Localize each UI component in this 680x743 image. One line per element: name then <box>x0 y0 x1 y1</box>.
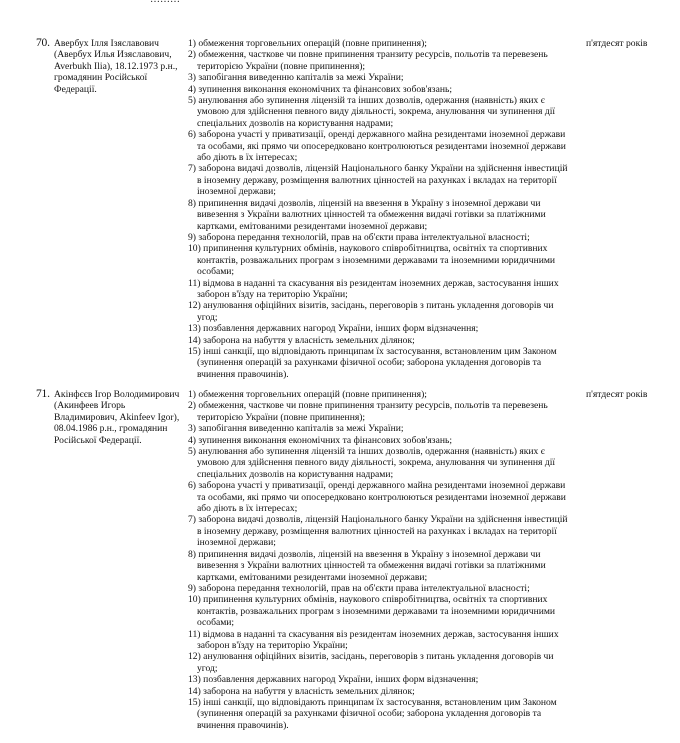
sanctions-list <box>188 38 583 380</box>
sanction-line: 2) обмеження, часткове чи повне припинення транзиту ресурсів, польотів та перевезень <box>188 400 548 412</box>
person-line: Владимирович, Akinfeev Igor), <box>54 411 180 423</box>
person-line: громадянин Російської <box>54 72 148 84</box>
person-line: Авербух Ілля Ізяславович <box>54 38 159 49</box>
sanction-line: угод; <box>197 311 218 323</box>
sanction-term: п'ятдесят років <box>586 38 648 49</box>
sanction-line: 2) обмеження, часткове чи повне припинення транзиту ресурсів, польотів та перевезень <box>188 49 548 61</box>
sanction-line: умовою для здійснення певного виду діяльності, зокрема, анулювання чи зупинення дії <box>197 106 556 118</box>
sanction-line: 13) позбавлення державних нагород України, інших форм відзначення; <box>188 674 479 686</box>
sanction-line: 8) припинення видачі дозволів, ліцензій на ввезення в Україну з іноземної держави чи <box>188 197 541 209</box>
person-line: Російської Федерації. <box>54 434 142 446</box>
sanction-line: 4) зупинення виконання економічних та фінансових зобов'язань; <box>188 83 453 95</box>
sanctions-list <box>188 389 583 731</box>
sanction-line: 8) припинення видачі дозволів, ліцензій на ввезення в Україну з іноземної держави чи <box>188 548 541 560</box>
sanction-line: 15) інші санкції, що відповідають принципам їх застосування, встановленим цим Законом <box>188 696 557 708</box>
sanction-line: заборон в'їзду на територію України; <box>197 288 348 300</box>
sanction-line: картками, емітованими резидентами іноземної держави; <box>197 571 428 583</box>
sanction-line: вивезення з України валютних цінностей та обмеження видачі готівки за платіжними <box>197 560 546 572</box>
sanction-line: іноземної держави; <box>197 186 276 198</box>
sanction-line: іноземної держави; <box>197 537 276 549</box>
sanction-line: заборон в'їзду на територію України; <box>197 639 348 651</box>
sanction-term: п'ятдесят років <box>586 389 648 400</box>
person-line: Федерації. <box>54 83 97 95</box>
sanction-line: 7) заборона видачі дозволів, ліцензій Національного банку України на здійснення інвестицій <box>188 163 568 175</box>
sanction-line: 3) запобігання виведенню капіталів за межі України; <box>188 423 404 435</box>
sanction-line: 14) заборона на набуття у власність земельних ділянок; <box>188 685 415 697</box>
sanction-line: спеціальних дозволів на користування надрами; <box>197 117 394 129</box>
sanction-line: контактів, розважальних програм з іноземними державами та іноземними юридичними <box>197 605 556 617</box>
sanction-line: 12) анулювання офіційних візитів, засідань, переговорів з питань укладення договорів чи <box>188 651 554 663</box>
sanction-line: 7) заборона видачі дозволів, ліцензій Національного банку України на здійснення інвестицій <box>188 514 568 526</box>
sanction-line: 14) заборона на набуття у власність земельних ділянок; <box>188 334 415 346</box>
sanction-line: 11) відмова в наданні та скасування віз резидентам іноземних держав, застосування інших <box>188 628 559 640</box>
sanction-line: 1) обмеження торговельних операцій (повне припинення); <box>188 38 427 49</box>
entry-number: 70. <box>36 37 50 49</box>
top-fragment <box>150 0 180 5</box>
sanction-line: 9) заборона передання технологій, прав на об'єкти права інтелектуальної власності; <box>188 582 530 594</box>
sanction-line: 10) припинення культурних обмінів, наукового співробітництва, освітніх та спортивних <box>188 243 548 255</box>
sanction-line: 12) анулювання офіційних візитів, засідань, переговорів з питань укладення договорів чи <box>188 300 554 312</box>
sanction-line: в іноземну державу, розміщення валютних цінностей на рахунках і вкладах на території <box>197 174 557 186</box>
sanction-line: 13) позбавлення державних нагород України, інших форм відзначення; <box>188 323 479 335</box>
sanction-line: особами; <box>197 617 235 629</box>
person-line: Averbukh Ilia), 18.12.1973 р.н., <box>54 60 178 72</box>
sanction-line: 11) відмова в наданні та скасування віз резидентам іноземних держав, застосування інших <box>188 277 559 289</box>
sanction-line: (зупинення операцій за рахунками фізичної особи; заборона укладення договорів та <box>197 708 542 720</box>
person-line: (Акинфеев Игорь <box>54 400 126 412</box>
sanction-line: або діють в їх інтересах; <box>197 152 298 164</box>
sanction-line: (зупинення операцій за рахунками фізичної особи; заборона укладення договорів та <box>197 357 542 369</box>
sanction-line: 3) запобігання виведенню капіталів за межі України; <box>188 72 404 84</box>
sanction-line: 6) заборона участі у приватизації, оренді державного майна резидентами іноземної держави <box>188 480 566 492</box>
sanction-line: контактів, розважальних програм з іноземними державами та іноземними юридичними <box>197 254 556 266</box>
sanction-line: умовою для здійснення певного виду діяльності, зокрема, анулювання чи зупинення дії <box>197 457 556 469</box>
sanction-line: спеціальних дозволів на користування надрами; <box>197 468 394 480</box>
sanction-line: 9) заборона передання технологій, прав на об'єкти права інтелектуальної власності; <box>188 231 530 243</box>
person-details <box>54 389 184 446</box>
sanction-line: 10) припинення культурних обмінів, наукового співробітництва, освітніх та спортивних <box>188 594 548 606</box>
sanction-line: 5) анулювання або зупинення ліцензій та інших дозволів, одержання (наявність) яких є <box>188 95 545 107</box>
sanction-line: 1) обмеження торговельних операцій (повне припинення); <box>188 389 427 400</box>
sanction-line: вчинення правочинів). <box>197 368 289 380</box>
entry-number: 71. <box>36 388 50 400</box>
sanction-line: або діють в їх інтересах; <box>197 503 298 515</box>
sanction-line: 5) анулювання або зупинення ліцензій та інших дозволів, одержання (наявність) яких є <box>188 446 545 458</box>
sanction-line: картками, емітованими резидентами іноземної держави; <box>197 220 428 232</box>
sanction-line: та особами, які прямо чи опосередковано контролюються резидентами іноземної держави <box>197 491 566 503</box>
sanction-line: 6) заборона участі у приватизації, оренді державного майна резидентами іноземної держави <box>188 129 566 141</box>
person-line: Акінфєєв Ігор Володимирович <box>54 389 180 400</box>
sanction-line: угод; <box>197 662 218 674</box>
sanction-line: територією України (повне припинення); <box>197 60 366 72</box>
sanction-line: в іноземну державу, розміщення валютних цінностей на рахунках і вкладах на території <box>197 525 557 537</box>
sanction-line: вчинення правочинів). <box>197 719 289 731</box>
person-details <box>54 38 184 95</box>
sanction-line: вивезення з України валютних цінностей та обмеження видачі готівки за платіжними <box>197 209 546 221</box>
person-line: (Авербух Илья Изяславович, <box>54 49 172 61</box>
sanction-line: 15) інші санкції, що відповідають принципам їх застосування, встановленим цим Законом <box>188 345 557 357</box>
sanction-line: територією України (повне припинення); <box>197 411 366 423</box>
sanction-line: 4) зупинення виконання економічних та фінансових зобов'язань; <box>188 434 453 446</box>
sanction-line: особами; <box>197 266 235 278</box>
person-line: 08.04.1986 р.н., громадянин <box>54 423 168 435</box>
sanction-line: та особами, які прямо чи опосередковано контролюються резидентами іноземної держави <box>197 140 566 152</box>
